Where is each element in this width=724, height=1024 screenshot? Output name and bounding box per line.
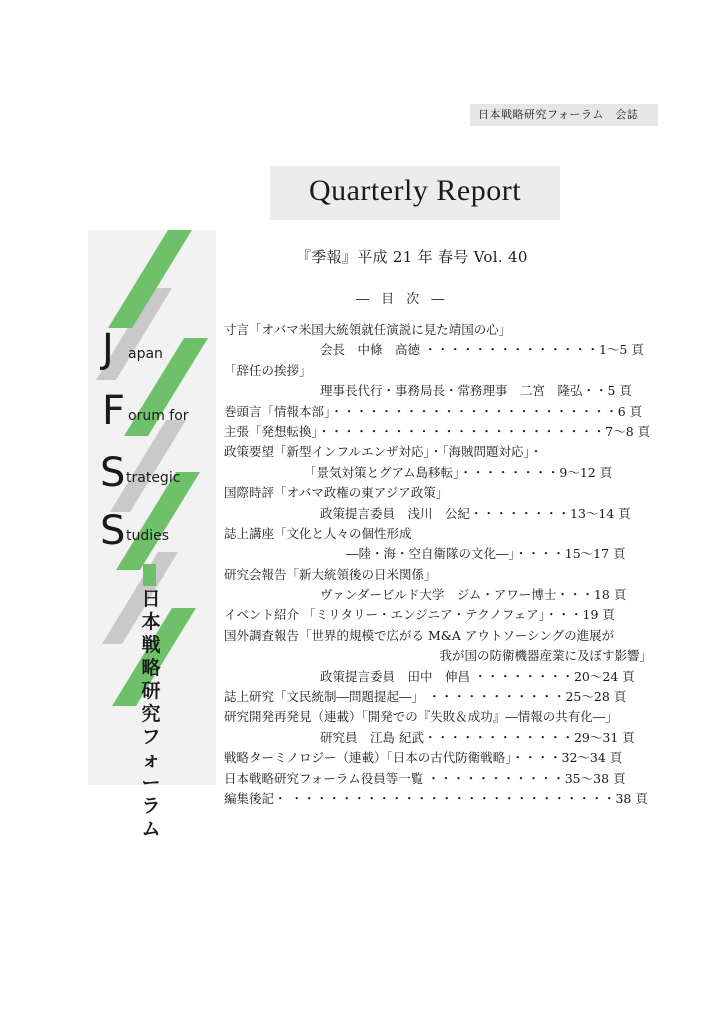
- toc-entry: 国外調査報告「世界的規模で広がる M&A アウトソーシングの進展が: [224, 627, 615, 643]
- toc-entry: 主張「発想転換」・・・・・・・・・・・・・・・・・・・・・・・7～8 頁: [224, 423, 651, 439]
- toc-entry: 国際時評「オバマ政権の東アジア政策」: [224, 485, 449, 501]
- toc-entry: 研究員 江島 紀武・・・・・・・・・・・・29～31 頁: [320, 729, 635, 745]
- org-char: ー: [141, 772, 161, 794]
- toc-entry: ―陸・海・空自衛隊の文化―」・・・・15～17 頁: [346, 546, 626, 562]
- toc-entry: 誌上講座「文化と人々の個性形成: [224, 525, 412, 541]
- toc-entry: 会長 中條 高徳 ・・・・・・・・・・・・・・1～5 頁: [320, 342, 644, 358]
- logo-word-japan: apan: [128, 346, 163, 362]
- toc-entry: 政策提言委員 田中 伸昌 ・・・・・・・・20～24 頁: [320, 668, 635, 684]
- org-char: ォ: [141, 749, 161, 771]
- org-char: 戦: [141, 634, 161, 656]
- logo-letter-j: J: [102, 326, 114, 372]
- org-char: 日: [141, 588, 161, 610]
- toc-entry: 「景気対策とグアム島移転」・・・・・・・・9～12 頁: [304, 464, 613, 480]
- toc-entry: 戦略ターミノロジー（連載）「日本の古代防衛戦略」・・・・32～34 頁: [224, 750, 623, 766]
- org-char: 略: [141, 657, 161, 679]
- toc-entry: 我が国の防衛機器産業に及ぼす影響」: [439, 648, 652, 664]
- toc-entry: 巻頭言「情報本部」・・・・・・・・・・・・・・・・・・・・・・・6 頁: [224, 403, 643, 419]
- logo-word-forum: orum for: [128, 408, 189, 424]
- org-char: ム: [141, 818, 161, 840]
- toc-entry: 日本戦略研究フォーラム役員等一覧 ・・・・・・・・・・・35～38 頁: [224, 770, 626, 786]
- toc-entry: 「辞任の挨拶」: [224, 362, 312, 378]
- toc-entry: イベント紹介 「ミリタリー・エンジニア・テクノフェア」・・・19 頁: [224, 607, 615, 623]
- toc-entry: 研究会報告「新大統領後の日米関係」: [224, 566, 437, 582]
- society-label: 日本戦略研究フォーラム 会誌: [470, 104, 658, 126]
- toc-entry: ヴァンダービルド大学 ジム・アワー博士・・・18 頁: [320, 587, 627, 603]
- org-name-vertical: [140, 588, 162, 841]
- toc-entry: 研究開発再発見（連載）「開発での『失敗＆成功』―情報の共有化―」: [224, 709, 618, 725]
- toc-entry: 理事長代行・事務局長・常務理事 二宮 隆弘・・5 頁: [320, 383, 632, 399]
- toc-entry: 編集後記・ ・・・・・・・・・・・・・・・・・・・・・・・・・・38 頁: [224, 790, 648, 806]
- org-char: ラ: [141, 795, 161, 817]
- logo-square: [143, 564, 156, 586]
- toc-entry: 誌上研究「文民統制―問題提起―」 ・・・・・・・・・・・25～28 頁: [224, 689, 627, 705]
- logo-word-strategic: trategic: [126, 470, 181, 486]
- logo-letter-f: F: [102, 388, 126, 434]
- table-of-contents: [224, 320, 652, 809]
- logo-letter-s: S: [100, 450, 126, 496]
- toc-entry: 政策提言委員 浅川 公紀・・・・・・・・13～14 頁: [320, 505, 631, 521]
- toc-heading: ― 目 次 ―: [356, 292, 449, 307]
- org-char: 究: [141, 703, 161, 725]
- org-char: 研: [141, 680, 161, 702]
- title-banner: [270, 166, 560, 220]
- toc-entry: 寸言「オバマ米国大統領就任演説に見た靖国の心」: [224, 322, 512, 337]
- logo-word-studies: tudies: [126, 528, 170, 544]
- issue-info: 『季報』平成 21 年 春号 Vol. 40: [296, 248, 528, 266]
- org-char: 本: [141, 611, 161, 633]
- logo-letter-s: S: [100, 508, 126, 554]
- report-title: Quarterly Report: [308, 174, 522, 207]
- toc-entry: 政策要望「新型インフルエンザ対応」・「海賊問題対応」・: [224, 444, 543, 460]
- org-char: フ: [141, 726, 161, 748]
